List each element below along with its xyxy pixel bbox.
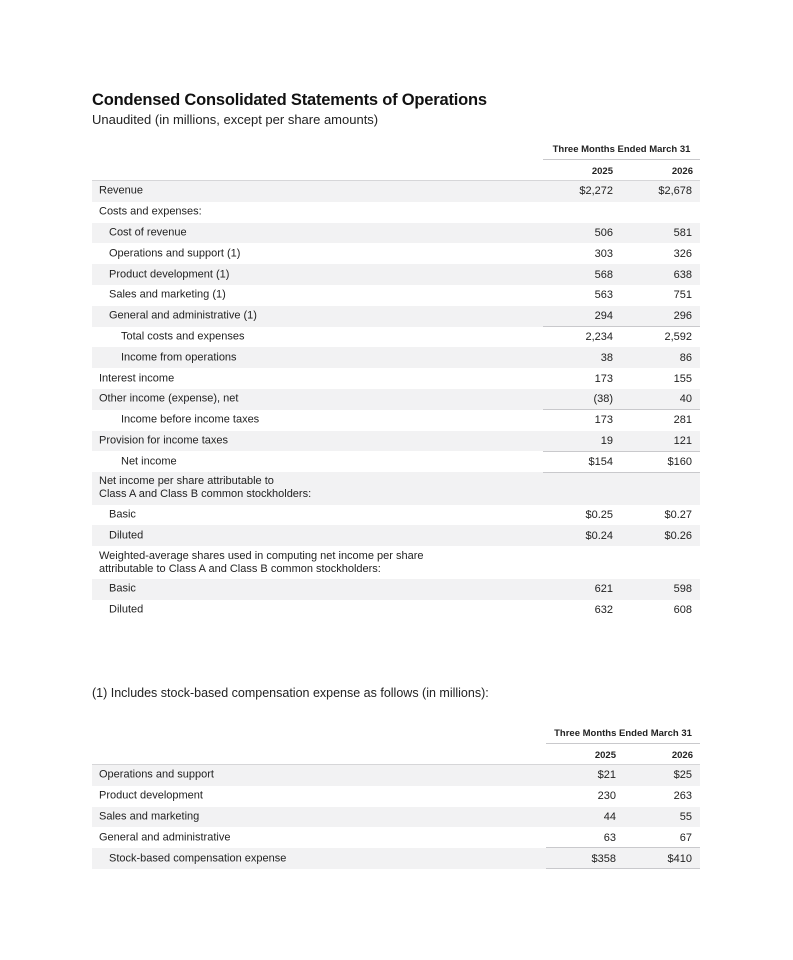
page-title: Condensed Consolidated Statements of Operations [92,91,487,109]
value-2026: 2,592 [664,330,692,343]
value-2025: $358 [591,852,616,865]
table-row [92,765,700,786]
table-row [92,848,700,869]
value-2025: 44 [603,810,616,823]
table-row [92,389,700,410]
value-2025: 568 [594,268,613,281]
value-2026: 326 [673,247,692,260]
table-row [92,827,700,848]
value-2026: 281 [673,414,692,427]
row-label: Basic [109,582,136,595]
value-2026: $410 [667,852,692,865]
year-col-2: 2026 [671,750,693,761]
year-col-1: 2025 [591,166,613,177]
value-2025: 38 [600,351,613,364]
table-row [92,472,700,505]
row-label: Product development [99,789,203,802]
value-2025: 173 [594,372,613,385]
table-row [92,223,700,244]
table-row [92,807,700,828]
row-label: Diluted [109,603,144,616]
subtotal-rule [543,451,700,452]
period-header: Three Months Ended March 31 [552,144,691,155]
table-row [92,431,700,452]
row-label-line: attributable to Class A and Class B common stockholders: [99,562,381,575]
row-label: Cost of revenue [109,226,187,239]
page-subtitle: Unaudited (in millions, except per share amounts) [92,112,379,127]
value-2026: 86 [679,351,692,364]
value-2026: 638 [673,268,692,281]
value-2025: (38) [593,393,613,406]
value-2025: $0.24 [585,529,613,542]
value-2025: $0.25 [585,509,613,522]
value-2026: 67 [679,831,692,844]
table-row [92,306,700,327]
table-row [92,410,700,431]
table-row [92,546,700,579]
row-label: Interest income [99,372,175,385]
row-label: General and administrative (1) [109,309,257,322]
row-label: Net income [121,455,177,468]
row-label-line: Class A and Class B common stockholders: [99,488,312,501]
value-2026: $0.26 [664,529,692,542]
value-2025: 2,234 [585,330,613,343]
row-label: Income from operations [121,351,237,364]
row-label [99,550,423,576]
value-2026: $0.27 [664,509,692,522]
value-2026: 296 [673,310,692,323]
value-2026: 155 [673,372,692,385]
value-2026: 751 [673,289,692,302]
statement-table [92,180,700,620]
value-2025: 303 [594,247,613,260]
value-2025: 230 [597,790,616,803]
row-label: Income before income taxes [121,413,260,426]
value-2025: 63 [603,831,616,844]
value-2026: 608 [673,603,692,616]
row-label: Revenue [99,184,144,197]
row-label: Sales and marketing [99,810,200,823]
footnote: (1) Includes stock-based compensation expense as follows (in millions): [92,686,489,700]
year-header-row [543,166,700,178]
row-label: Basic [109,508,136,521]
row-label: Other income (expense), net [99,392,239,405]
row-label-line: Net income per share attributable to [99,475,274,488]
subtotal-rule [543,409,700,410]
row-label: Stock-based compensation expense [109,852,287,865]
value-2025: 632 [594,603,613,616]
row-label: Costs and expenses: [99,205,202,218]
value-2026: $160 [667,455,692,468]
value-2025: 294 [594,310,613,323]
value-2026: 40 [679,393,692,406]
value-2025: 506 [594,226,613,239]
header-divider [546,743,700,744]
table-row [92,243,700,264]
table-row [92,285,700,306]
value-2025: 173 [594,414,613,427]
row-label: General and administrative [99,831,231,844]
row-label: Diluted [109,529,144,542]
table-row [92,525,700,546]
year-header-row [546,750,700,762]
sbc-table [92,764,700,869]
subtotal-rule [543,326,700,327]
value-2025: 621 [594,583,613,596]
header-divider [543,159,700,160]
value-2026: 581 [673,226,692,239]
period-header: Three Months Ended March 31 [554,728,692,739]
year-col-2: 2026 [671,166,693,177]
value-2026: 263 [673,790,692,803]
row-label: Product development (1) [109,268,230,281]
table-row [92,368,700,389]
value-2026: $2,678 [658,185,692,198]
value-2026: 121 [673,434,692,447]
row-label [99,475,311,501]
table-row [92,600,700,621]
row-label: Total costs and expenses [121,330,245,343]
table-row [92,347,700,368]
total-rule [543,472,700,473]
row-label: Sales and marketing (1) [109,288,226,301]
value-2025: 563 [594,289,613,302]
value-2025: $154 [588,455,613,468]
subtotal-rule [546,847,700,848]
total-rule [546,868,700,869]
table-row [92,327,700,348]
value-2026: 55 [679,810,692,823]
table-row [92,264,700,285]
row-label-line: Weighted-average shares used in computing net income per share [99,549,424,562]
value-2025: $2,272 [579,185,613,198]
table-row [92,786,700,807]
value-2025: 19 [600,434,613,447]
table-row [92,579,700,600]
table-row [92,505,700,526]
value-2026: 598 [673,583,692,596]
value-2025: $21 [597,769,616,782]
value-2026: $25 [673,769,692,782]
row-label: Operations and support [99,768,214,781]
table-row [92,181,700,202]
row-label: Provision for income taxes [99,434,228,447]
table-row [92,202,700,223]
table-row [92,451,700,472]
year-col-1: 2025 [594,750,616,761]
row-label: Operations and support (1) [109,247,241,260]
